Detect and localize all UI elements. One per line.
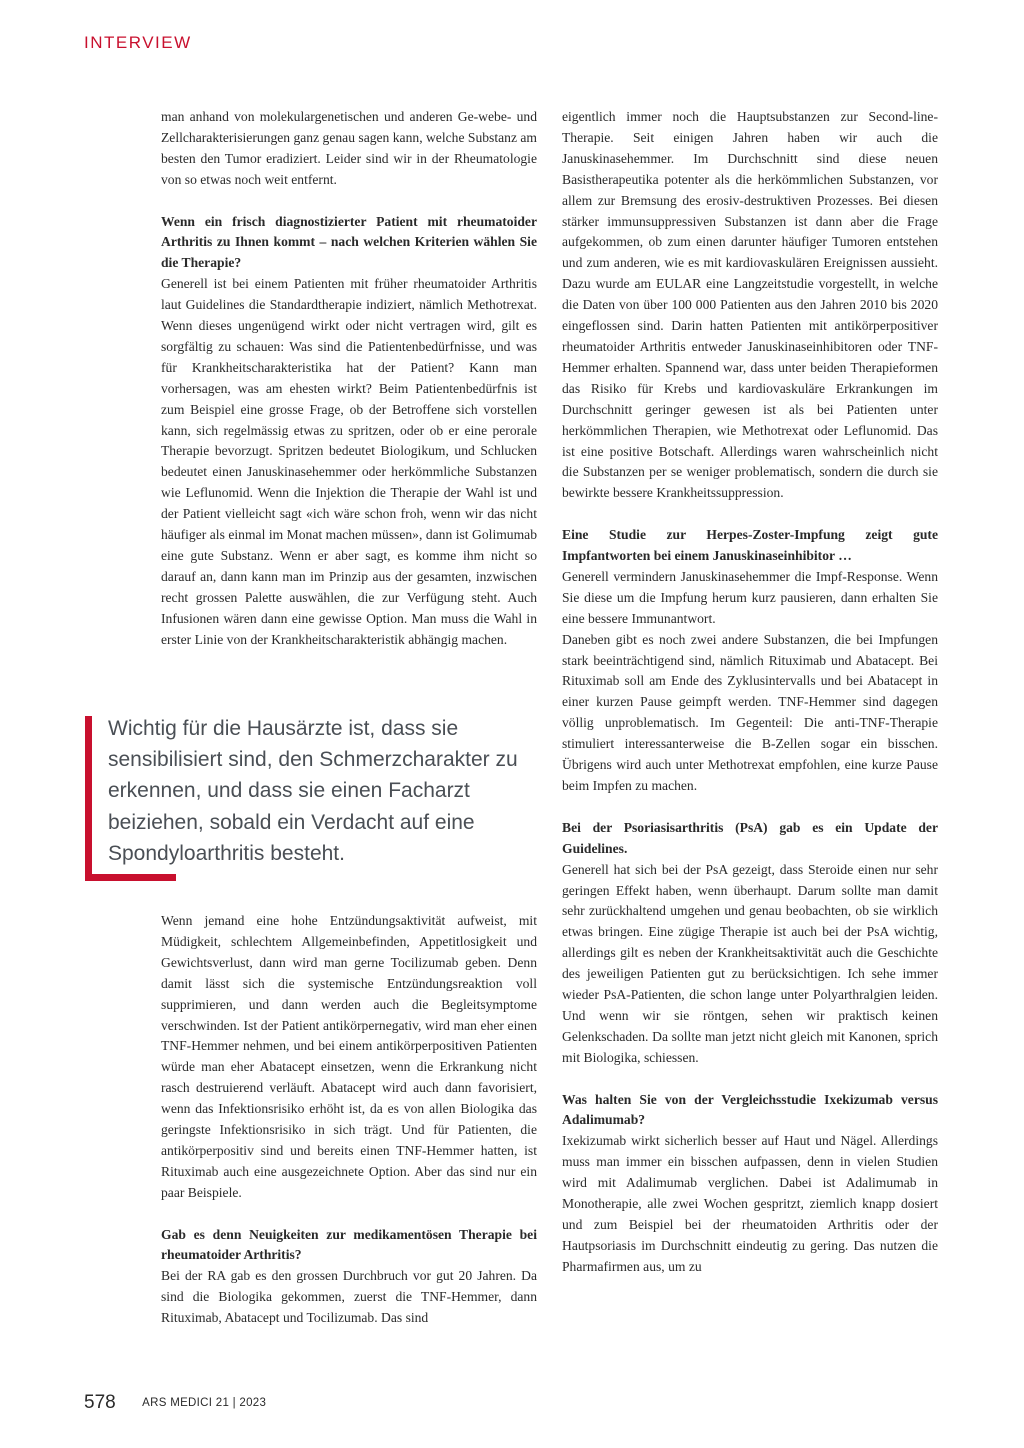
publication-info: ARS MEDICI 21 | 2023 — [142, 1397, 267, 1409]
text-column-right — [562, 107, 938, 1278]
paragraph: Generell vermindern Januskinasehemmer die Impf-Response. Wenn Sie diese um die Impfung herum kurz pausieren, dann erhalten Sie eine bessere Immunantwort. — [562, 568, 938, 626]
paragraph: Bei der RA gab es den grossen Durchbruch vor gut 20 Jahren. Da sind die Biologika gekommen, zuerst die TNF-Hemmer, dann Rituximab, Abatacept und Tocilizumab. Das sind — [161, 1268, 537, 1326]
interview-question: Eine Studie zur Herpes-Zoster-Impfung zeigt gute Impfantworten bei einem Januskinaseinhibitor … — [562, 527, 938, 564]
paragraph: Ixekizumab wirkt sicherlich besser auf Haut und Nägel. Allerdings muss man immer ein bisschen aufpassen, denn in vielen Studien wird mit Adalimumab verglichen. Dabei ist Adalimumab in Monotherapie, alle zwei Wochen gespritzt, ziemlich knapp dosiert und zum Beispiel bei der rheumatoiden Arthritis oder der Hautpsoriasis im Durchschnitt eindeutig zu gering. Das nutzen die Pharmafirmen aus, um zu — [562, 1133, 938, 1274]
interview-question: Was halten Sie von der Vergleichsstudie Ixekizumab versus Adalimumab? — [562, 1091, 938, 1128]
paragraph: Generell hat sich bei der PsA gezeigt, dass Steroide einen nur sehr geringen Effekt haben, wenn überhaupt. Darum sollte man damit sehr zurückhaltend umgehen und genau beobachten, ob sie wirklich etwas bringen. Eine zügige Therapie ist auch bei der PsA wichtig, allerdings gilt es neben der Krankheitsaktivität auch die Geschichte des jeweiligen Patienten gut zu berücksichtigen. Ich sehe immer wieder PsA-Patienten, die schon lange unter Polyarthralgien leiden. Und wenn wir sie röntgen, sehen wir praktisch keinen Gelenkschaden. Da sollte man jetzt nicht gleich mit Kanonen, sprich mit Biologika, schiessen. — [562, 861, 938, 1065]
text-column-left-top — [161, 107, 537, 651]
paragraph: eigentlich immer noch die Hauptsubstanzen zur Second-line-Therapie. Seit einigen Jahren haben wir auch die Januskinasehemmer. Im Durchschnitt sind diese neuen Basistherapeutika potenter als die herkömmlichen Substanzen, vor allem zur Bremsung des erosiv-destruktiven Prozesses. Bei diesen stärker immunsuppressiven Substanzen ist dann aber die Frage aufgekommen, ob zum einen darunter häufiger Tumoren entstehen und zum anderen, wie es mit kardiovaskulären Ereignissen aussieht. Dazu wurde am EULAR eine Langzeitstudie vorgestellt, in welche die Daten von über 100 000 Patienten aus den Jahren 2010 bis 2020 eingeflossen sind. Darin hatten Patienten mit antikörperpositiver rheumatoider Arthritis entweder Januskinaseinhibitoren oder TNF-Hemmer erhalten. Spannend war, dass unter beiden Therapieformen das Risiko für Krebs und kardiovaskuläre Erkrankungen im Durchschnitt geringer gewesen ist als bei Patienten unter herkömmlichen Therapien, wie Methotrexat oder Leflunomid. Das ist eine positive Botschaft. Allerdings waren wahrscheinlich nicht die Substanzen per se weniger problematisch, sondern die durch sie bewirkte bessere Krankheitssuppression. — [562, 109, 938, 501]
paragraph: man anhand von molekulargenetischen und anderen Ge-webe- und Zellcharakterisierungen ganz genau sagen kann, welche Substanz am besten den Tumor eradiziert. Leider sind wir in der Rheumatologie von so etwas noch weit entfernt. — [161, 109, 537, 187]
quote-accent-bar-bottom — [85, 874, 176, 881]
page-footer — [84, 1392, 266, 1414]
interview-question: Gab es denn Neuigkeiten zur medikamentösen Therapie bei rheumatoider Arthritis? — [161, 1226, 537, 1263]
section-label: INTERVIEW — [84, 33, 192, 52]
pull-quote — [85, 716, 525, 882]
pull-quote-text: Wichtig für die Hausärzte ist, dass sie sensibilisiert sind, den Schmerzcharakter zu erkennen, und dass sie einen Facharzt beiziehen, sobald ein Verdacht auf eine Spondyloarthritis besteht. — [108, 717, 518, 865]
paragraph: Generell ist bei einem Patienten mit früher rheumatoider Arthritis laut Guidelines die Standardtherapie indiziert, nämlich Methotrexat. Wenn dieses ungenügend wirkt oder nicht vertragen wird, gilt es sorgfältig zu schauen: Was sind die Patientenbedürfnisse, und was für Krankheitscharakteristika hat der Patient? Kann man vorhersagen, was am ehesten wirkt? Beim Patientenbedürfnis ist zum Beispiel eine grosse Frage, ob der Betroffene sich vorstellen kann, sich regelmässig etwas zu spritzen, oder ob er eine perorale Therapie bevorzugt. Spritzen bedeutet Biologikum, und Schlucken bedeutet einen Januskinasehemmer oder herkömmliche Substanzen wie Leflunomid. Wenn die Injektion die Therapie der Wahl ist und der Patient vielleicht sagt «ich wäre schon froh, wenn wir das nicht häufiger als einmal im Monat machen müssen», dann ist Golimumab eine gute Substanz. Wenn er aber sagt, es komme ihm nicht so darauf an, dann kann man im Prinzip aus der gesamten, inzwischen recht grossen Palette auswählen, die zur Verfügung steht. Auch Infusionen wären dann eine gewisse Option. Man muss die Wahl in erster Linie von der Krankheitscharakteristik abhängig machen. — [161, 276, 537, 647]
interview-question: Bei der Psoriasisarthritis (PsA) gab es ein Update der Guidelines. — [562, 819, 938, 856]
page-number: 578 — [84, 1392, 116, 1413]
quote-accent-bar — [85, 716, 92, 881]
interview-question: Wenn ein frisch diagnostizierter Patient mit rheumatoider Arthritis zu Ihnen kommt – nach welchen Kriterien wählen Sie die Therapie? — [161, 213, 537, 271]
text-column-left-bottom — [161, 911, 537, 1329]
paragraph: Wenn jemand eine hohe Entzündungsaktivität aufweist, mit Müdigkeit, schlechtem Allgemeinbefinden, Appetitlosigkeit und Gewichtsverlust, dann wird man gerne Tocilizumab geben. Denn damit lässt sich die systemische Entzündungsreaktion voll supprimieren, und dann werden auch die Begleitsymptome verschwinden. Ist der Patient antikörpernegativ, wird man eher einen TNF-Hemmer nehmen, und bei einem antikörperpositiven Patienten würde man eher Abatacept einsetzen, wenn die Erkrankung nicht rasch destruierend verläuft. Abatacept wird auch dann favorisiert, wenn das Infektionsrisiko erhöht ist, da es von allen Biologika das geringste Infektionsrisiko in sich trägt. Und für Patienten, die antikörperpositiv sind und bereits einen TNF-Hemmer hatten, ist Rituximab auch eine ausgezeichnete Option. Aber das sind nur ein paar Beispiele. — [161, 913, 537, 1200]
paragraph: Daneben gibt es noch zwei andere Substanzen, die bei Impfungen stark beeinträchtigend sind, nämlich Rituximab und Abatacept. Bei Rituximab soll am Ende des Zyklusintervalls und bei Abatacept in einer kurzen Pause geimpft werden. TNF-Hemmer sind dagegen völlig unproblematisch. Im Gegenteil: Die anti-TNF-Therapie stimuliert interessanterweise die B-Zellen sogar ein bisschen. Übrigens wird auch unter Methotrexat empfohlen, eine kurze Pause beim Impfen zu machen. — [562, 631, 938, 793]
